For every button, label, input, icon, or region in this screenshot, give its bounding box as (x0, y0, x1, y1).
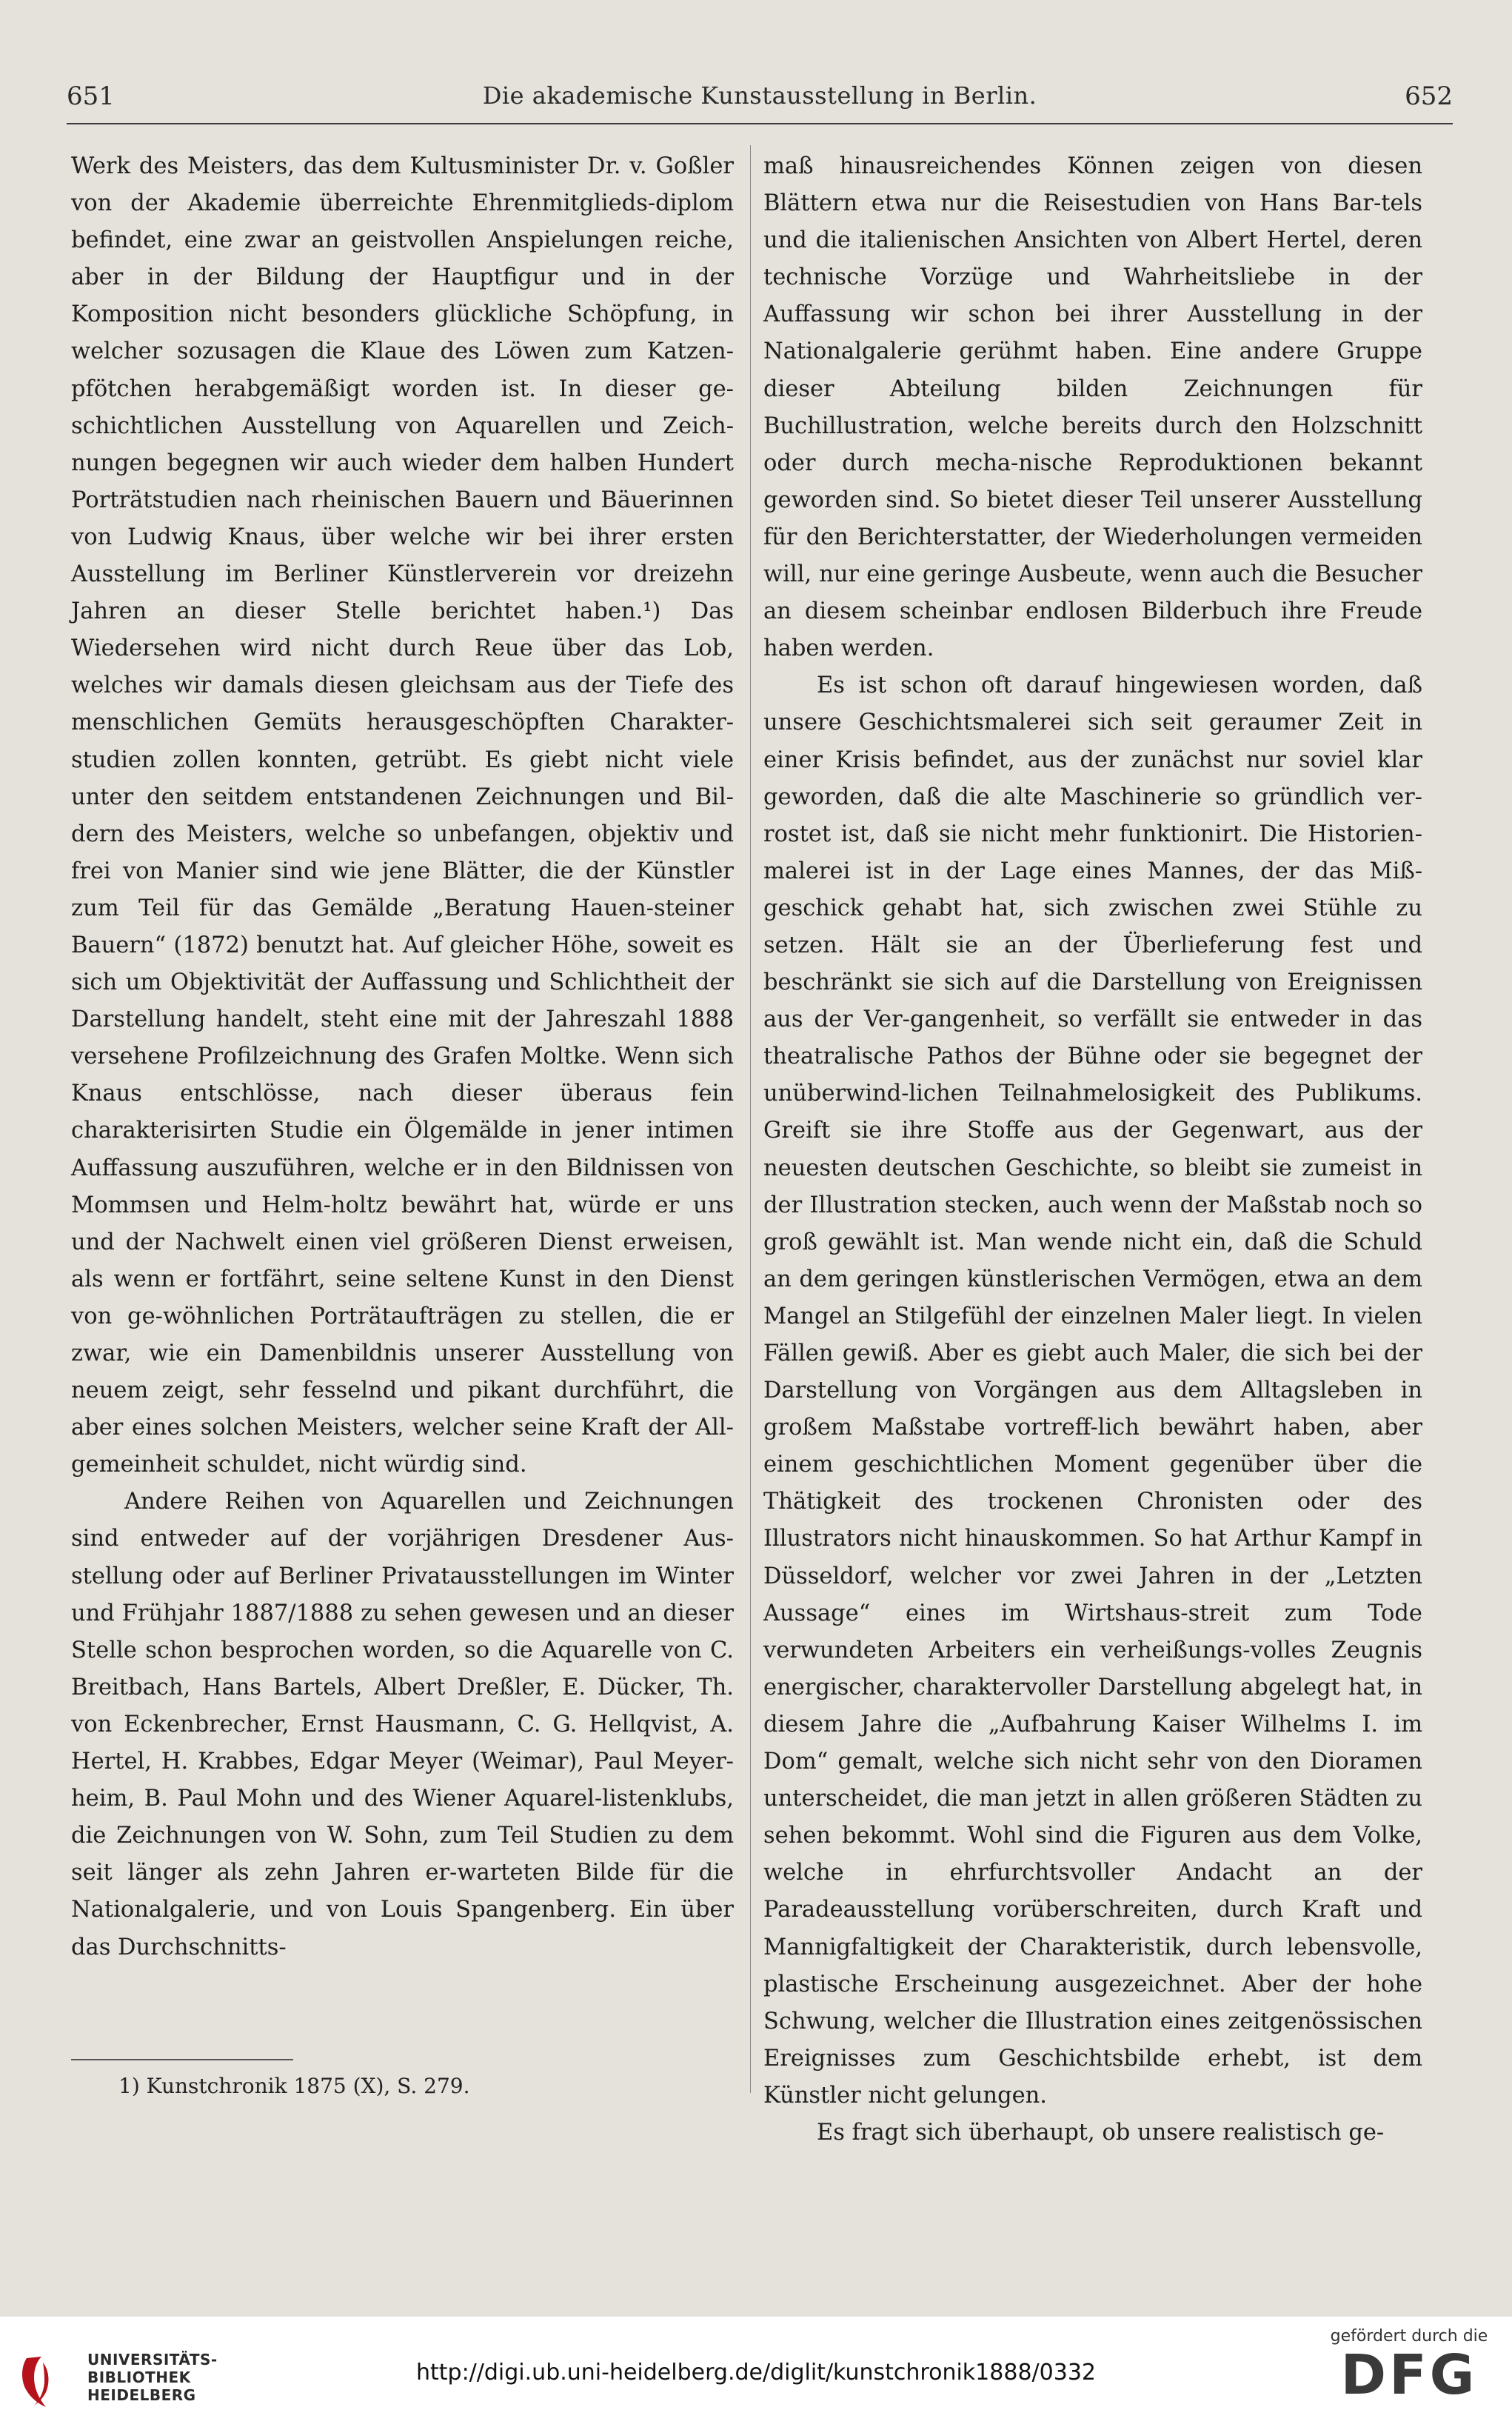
permalink-url[interactable]: http://digi.ub.uni-heidelberg.de/diglit/kunstchronik1888/0332 (415, 2360, 1096, 2386)
library-name-line-1: UNIVERSITÄTS- (87, 2351, 218, 2368)
dfg-logo-text: DFG (1340, 2343, 1478, 2407)
page-number-right: 652 (1405, 81, 1453, 111)
footnote-rule (71, 2059, 293, 2060)
page-number-left: 651 (67, 81, 115, 111)
left-column (71, 148, 734, 1966)
running-title: Die akademische Kunstausstellung in Berlin. (482, 81, 1037, 110)
left-paragraph-2: Andere Reihen von Aquarellen und Zeichnungen sind entweder auf der vorjährigen Dresdener Aus-stellung oder auf Berliner Privatausstellungen im Winter und Frühjahr 1887/1888 zu sehen gewesen und an dieser Stelle schon besprochen worden, so die Aquarelle von C. Breitbach, Hans Bartels, Albert Dreßler, E. Dücker, Th. von Eckenbrecher, Ernst Hausmann, C. G. Hellqvist, A. Hertel, H. Krabbes, Edgar Meyer (Weimar), Paul Meyer-heim, B. Paul Mohn und des Wiener Aquarel-listenklubs, die Zeichnungen von W. Sohn, zum Teil Studien zu dem seit länger als zehn Jahren er-warteten Bilde für die Nationalgalerie, und von Louis Spangenberg. Ein über das Durchschnitts- (71, 1489, 734, 1960)
column-divider (750, 145, 751, 2093)
right-paragraph-3: Es fragt sich überhaupt, ob unsere realistisch ge- (817, 2119, 1385, 2146)
footnote: 1) Kunstchronik 1875 (X), S. 279. (118, 2074, 470, 2098)
right-paragraph-1: maß hinausreichendes Können zeigen von diesen Blättern etwa nur die Reisestudien von Hans Bar-tels und die italienischen Ansichten von Albert Hertel, deren technische Vorzüge und Wahrheitsliebe in der Auffassung wir schon bei ihrer Ausstellung in der Nationalgalerie gerühmt haben. Eine andere Gruppe dieser Abteilung bilden Zeichnungen für Buchillustration, welche bereits durch den Holzschnitt oder durch mecha-nische Reproduktionen bekannt geworden sind. So bietet dieser Teil unserer Ausstellung für den Berichterstatter, der Wiederholungen vermeiden will, nur eine geringe Ausbeute, wenn auch die Besucher an diesem scheinbar endlosen Bilderbuch ihre Freude haben werden. (763, 153, 1422, 662)
right-paragraph-2: Es ist schon oft darauf hingewiesen worden, daß unsere Geschichtsmalerei sich seit geraumer Zeit in einer Krisis befindet, aus der zunächst nur soviel klar geworden, daß die alte Maschinerie so gründlich ver-rostet ist, daß sie nicht mehr funktionirt. Die Historien-malerei ist in der Lage eines Mannes, der das Miß-geschick gehabt hat, sich zwischen zwei Stühle zu setzen. Hält sie an der Überlieferung fest und beschränkt sie sich auf die Darstellung von Ereignissen aus der Ver-gangenheit, so verfällt sie entweder in das theatralische Pathos der Bühne oder sie begegnet der unüberwind-lichen Teilnahmelosigkeit des Publikums. Greift sie ihre Stoffe aus der Gegenwart, aus der neuesten deutschen Geschichte, so bleibt sie zumeist in der Illustration stecken, auch wenn der Maßstab noch so groß gewählt ist. Man wende nicht ein, daß die Schuld an dem geringen künstlerischen Vermögen, etwa an dem Mangel an Stilgefühl der einzelnen Maler liegt. In vielen Fällen gewiß. Aber es giebt auch Maler, die sich bei der Darstellung von Vorgängen aus dem Alltagsleben in großem Maßstabe vortreff-lich bewährt haben, aber einem geschichtlichen Moment gegenüber über die Thätigkeit des trockenen Chronisten oder des Illustrators nicht hinauskommen. So hat Arthur Kampf in Düsseldorf, welcher vor zwei Jahren in der „Letzten Aussage“ eines im Wirtshaus-streit zum Tode verwundeten Arbeiters ein verheißungs-volles Zeugnis energischer, charaktervoller Darstellung abgelegt hat, in diesem Jahre die „Aufbahrung Kaiser Wilhelms I. im Dom“ gemalt, welche sich nicht sehr von den Dioramen unterscheidet, die man jetzt in allen größeren Städten zu sehen bekommt. Wohl sind die Figuren aus dem Volke, welche in ehrfurchtsvoller Andacht an der Paradeausstellung vorüberschreiten, durch Kraft und Mannigfaltigkeit der Charakteristik, durch lebensvolle, plastische Erscheinung ausgezeichnet. Aber der hohe Schwung, welcher die Illustration eines zeitgenössischen Ereignisses zum Geschichtsbilde erhebt, ist dem Künstler nicht gelungen. (763, 672, 1422, 2109)
funder-logo[interactable] (1317, 2327, 1502, 2405)
right-column (763, 148, 1422, 2151)
viewer-footer (0, 2317, 1512, 2427)
header-rule (67, 123, 1453, 124)
library-name-line-2: BIBLIOTHEK (87, 2368, 191, 2386)
left-paragraph-1: Werk des Meisters, das dem Kultusminister Dr. v. Goßler von der Akademie überreichte Ehrenmitglieds-diplom befindet, eine zwar an geistvollen Anspielungen reiche, aber in der Bildung der Hauptfigur und in der Komposition nicht besonders glückliche Schöpfung, in welcher sozusagen die Klaue des Löwen zum Katzen-pfötchen herabgemäßigt worden ist. In dieser ge-schichtlichen Ausstellung von Aquarellen und Zeich-nungen begegnen wir auch wieder dem halben Hundert Porträtstudien nach rheinischen Bauern und Bäuerinnen von Ludwig Knaus, über welche wir bei ihrer ersten Ausstellung im Berliner Künstlerverein vor dreizehn Jahren an dieser Stelle berichtet haben.¹) Das Wiedersehen wird nicht durch Reue über das Lob, welches wir damals diesen gleichsam aus der Tiefe des menschlichen Gemüts herausgeschöpften Charakter-studien zollen konnten, getrübt. Es giebt nicht viele unter den seitdem entstandenen Zeichnungen und Bil-dern des Meisters, welche so unbefangen, objektiv und frei von Manier sind wie jene Blätter, die der Künstler zum Teil für das Gemälde „Beratung Hauen-steiner Bauern“ (1872) benutzt hat. Auf gleicher Höhe, soweit es sich um Objektivität der Auffassung und Schlichtheit der Darstellung handelt, steht eine mit der Jahreszahl 1888 versehene Profilzeichnung des Grafen Moltke. Wenn sich Knaus entschlösse, nach dieser überaus fein charakterisirten Studie ein Ölgemälde in jener intimen Auffassung auszuführen, welche er in den Bildnissen von Mommsen und Helm-holtz bewährt hat, würde er uns und der Nachwelt einen viel größeren Dienst erweisen, als wenn er fortfährt, seine seltene Kunst in den Dienst von ge-wöhnlichen Porträtaufträgen zu stellen, die er zwar, wie ein Damenbildnis unserer Ausstellung von neuem zeigt, sehr fesselnd und pikant durchführt, die aber eines solchen Meisters, welcher seine Kraft der All-gemeinheit schuldet, nicht würdig sind. (71, 153, 734, 1478)
library-name-line-3: HEIDELBERG (87, 2386, 196, 2404)
running-header (67, 81, 1453, 118)
funder-caption: gefördert durch die (1330, 2327, 1488, 2346)
